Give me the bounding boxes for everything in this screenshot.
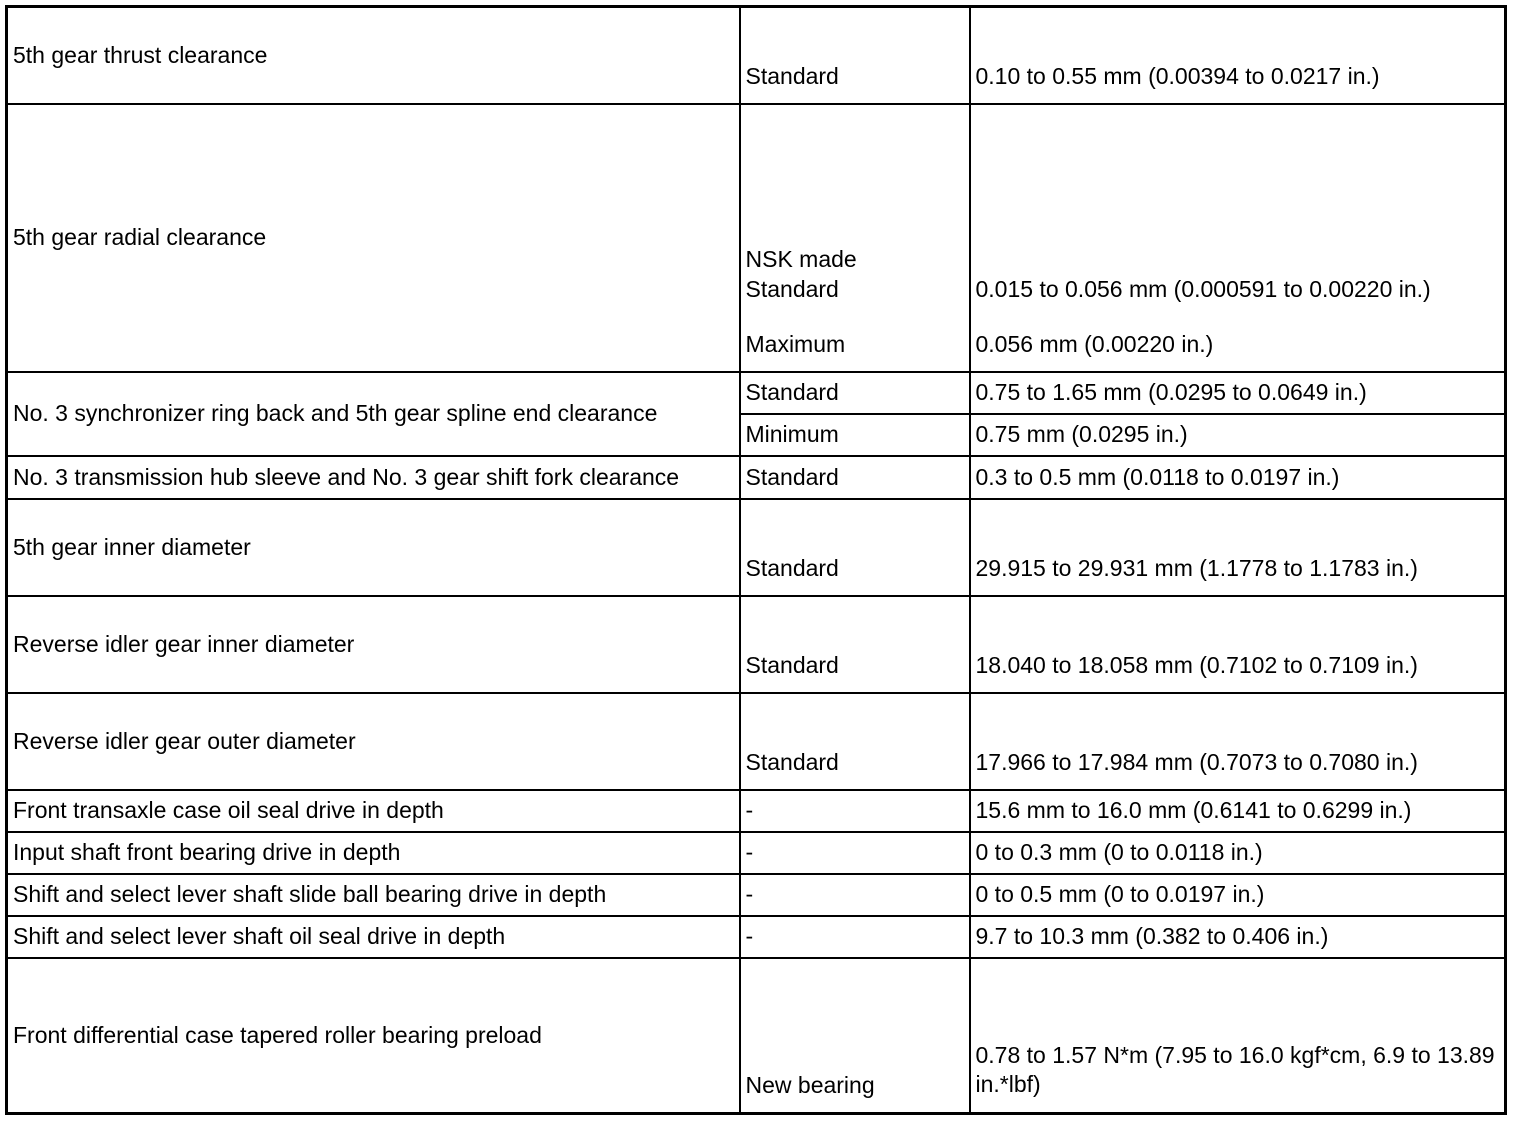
spec-value: 0.78 to 1.57 N*m (7.95 to 16.0 kgf*cm, 6.9 to 13.89 in.*lbf) (975, 1042, 1495, 1098)
table-row (7, 874, 1506, 916)
condition-cell: - (740, 916, 970, 958)
item-cell: Input shaft front bearing drive in depth (7, 832, 740, 874)
spec-cell (970, 958, 1506, 1114)
item-cell: Shift and select lever shaft slide ball bearing drive in depth (7, 874, 740, 916)
spec-cell: 0.75 to 1.65 mm (0.0295 to 0.0649 in.) (970, 372, 1506, 414)
table-row (7, 456, 1506, 499)
item-cell: 5th gear thrust clearance (7, 7, 740, 104)
condition-label: Standard (745, 652, 839, 678)
item-cell: Front transaxle case oil seal drive in depth (7, 790, 740, 832)
condition-cell: - (740, 874, 970, 916)
spec-cell: 9.7 to 10.3 mm (0.382 to 0.406 in.) (970, 916, 1506, 958)
condition-label: Maximum (745, 330, 846, 357)
table-row (7, 372, 1506, 414)
spec-value: 18.040 to 18.058 mm (0.7102 to 0.7109 in.) (975, 652, 1418, 678)
condition-cell: - (740, 832, 970, 874)
item-cell: No. 3 synchronizer ring back and 5th gear spline end clearance (7, 372, 740, 456)
table-row (7, 7, 1506, 104)
item-cell: Front differential case tapered roller bearing preload (7, 958, 740, 1114)
table-row (7, 916, 1506, 958)
spec-value: 17.966 to 17.984 mm (0.7073 to 0.7080 in.) (975, 749, 1418, 775)
spec-cell (970, 499, 1506, 596)
table-row (7, 790, 1506, 832)
spec-cell (970, 596, 1506, 693)
condition-cell: Minimum (740, 414, 970, 456)
spec-value: 0.10 to 0.55 mm (0.00394 to 0.0217 in.) (975, 63, 1380, 90)
spec-value: 29.915 to 29.931 mm (1.1778 to 1.1783 in.) (975, 555, 1418, 581)
spec-cell (970, 7, 1506, 104)
table-row (7, 499, 1506, 596)
condition-cell: Standard (740, 372, 970, 414)
item-cell: Reverse idler gear outer diameter (7, 693, 740, 790)
spec-cell: 0.3 to 0.5 mm (0.0118 to 0.0197 in.) (970, 456, 1506, 499)
item-cell: Reverse idler gear inner diameter (7, 596, 740, 693)
table-row (7, 104, 1506, 372)
spec-cell: 0 to 0.5 mm (0 to 0.0197 in.) (970, 874, 1506, 916)
condition-label: NSK made (745, 245, 857, 272)
condition-label: Standard (745, 275, 839, 302)
condition-cell: - (740, 790, 970, 832)
item-cell: 5th gear radial clearance (7, 104, 740, 372)
condition-label: New bearing (745, 1072, 875, 1099)
spec-cell (970, 693, 1506, 790)
condition-cell (740, 693, 970, 790)
spec-cell (970, 104, 1506, 372)
spec-value: 0.015 to 0.056 mm (0.000591 to 0.00220 in.) (975, 275, 1431, 302)
spec-value: 0.056 mm (0.00220 in.) (975, 330, 1214, 357)
item-cell: Shift and select lever shaft oil seal drive in depth (7, 916, 740, 958)
condition-cell (740, 104, 970, 372)
specification-table (5, 5, 1507, 1115)
condition-label: Standard (745, 63, 839, 90)
condition-cell (740, 596, 970, 693)
condition-cell (740, 7, 970, 104)
spec-cell: 0 to 0.3 mm (0 to 0.0118 in.) (970, 832, 1506, 874)
condition-cell (740, 499, 970, 596)
condition-cell (740, 958, 970, 1114)
table-row (7, 832, 1506, 874)
condition-cell: Standard (740, 456, 970, 499)
table-row (7, 958, 1506, 1114)
item-cell: 5th gear inner diameter (7, 499, 740, 596)
table-row (7, 596, 1506, 693)
condition-label: Standard (745, 555, 839, 581)
spec-cell: 15.6 mm to 16.0 mm (0.6141 to 0.6299 in.) (970, 790, 1506, 832)
spec-cell: 0.75 mm (0.0295 in.) (970, 414, 1506, 456)
condition-label: Standard (745, 749, 839, 775)
table-row (7, 693, 1506, 790)
item-cell: No. 3 transmission hub sleeve and No. 3 gear shift fork clearance (7, 456, 740, 499)
